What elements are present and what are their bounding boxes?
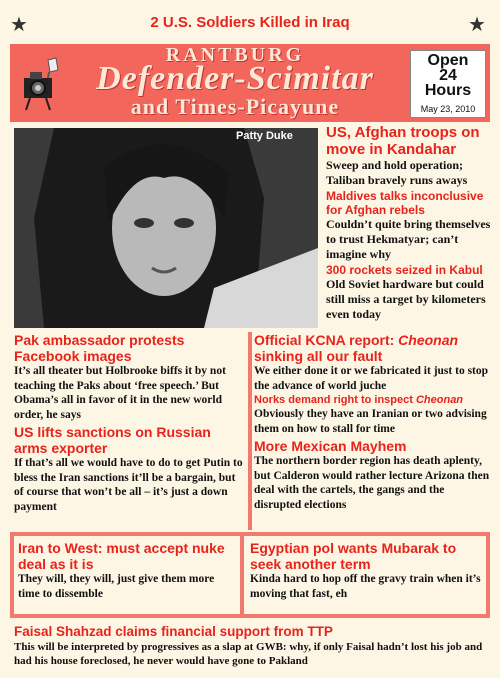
story-headline[interactable]: 300 rockets seized in Kabul [326,263,483,277]
story-headline[interactable]: Iran to West: must accept nuke deal as it is [18,540,225,572]
story-body: Sweep and hold operation; Taliban bravely runs aways [326,158,468,187]
masthead-date: May 23, 2010 [420,104,476,114]
story-headline[interactable]: Maldives talks inconclusive for Afghan rebels [326,189,484,217]
star-right-icon: ★ [468,12,486,36]
section-divider [10,532,490,536]
bottom-story [14,624,490,668]
story-body: Couldn’t quite bring themselves to trust Hekmatyar; can’t imagine why [326,217,491,261]
masthead-line2: Defender-Scimitar [96,60,374,97]
story-body: The northern border region has death aplenty, but Calderon would rather lecture Arizona then deal with the cartels, the gangs and the disrupted elections [254,455,490,511]
section-divider [10,614,490,618]
story-body: This will be interpreted by progressives as a slap at GWB: why, if only Faisal hadn’t lost his job and had his house foreclosed, he never would have gone to Pakland [14,641,483,667]
story-headline[interactable]: US, Afghan troops on move in Kandahar [326,124,480,158]
story-body: Old Soviet hardware but could still miss a target by kilometers even today [326,277,486,321]
photo-caption: Patty Duke [236,130,293,142]
story-body: Obviously they have an Iranian or two advising them on how to stall for time [254,408,487,435]
story-headline[interactable]: Faisal Shahzad claims financial support from TTP [14,624,333,639]
left-column [14,332,244,514]
story-headline[interactable]: Official KCNA report: Cheonan sinking all our fault [254,332,459,364]
top-headline[interactable]: 2 U.S. Soldiers Killed in Iraq [150,14,350,31]
camera-icon [18,56,62,112]
news-photo[interactable] [14,128,318,328]
story-body: If that’s all we would have to do to get Putin to bless the Iran sanctions it’ll be a bargain, but of course that won’t be all – it’s just a down payment [14,457,243,513]
story-body: They will, they will, just give them more time to dissemble [18,573,215,600]
column-divider [240,532,244,618]
box-left-border [10,532,14,618]
open-hours-text: Open 24 Hours [424,52,472,99]
story-headline[interactable]: More Mexican Mayhem [254,438,407,454]
story-body: It’s all theater but Holbrooke biffs it by not teaching the Paks about ‘free speech.’ But Obama’s all in favor of it in the new world order, he says [14,365,226,421]
middle-right-column [254,332,494,512]
story-headline[interactable]: Egyptian pol wants Mubarak to seek another term [250,540,457,572]
lower-right-story [250,540,484,601]
story-body: We either done it or we fabricated it just to stop the advance of world juche [254,365,489,392]
right-column [326,124,494,322]
star-left-icon: ★ [10,12,28,36]
lower-left-story [18,540,238,601]
story-headline[interactable]: US lifts sanctions on Russian arms exporter [14,424,211,456]
story-headline[interactable]: Norks demand right to inspect Cheonan [254,394,464,406]
masthead-line1: RANTBURG [165,44,305,66]
story-body: Kinda hard to hop off the gravy train when it’s moving that fast, eh [250,573,481,600]
story-headline[interactable]: Pak ambassador protests Facebook images [14,332,185,364]
masthead-line3: and Times-Picayune [130,94,340,119]
column-divider [248,332,252,530]
box-right-border [486,532,490,618]
